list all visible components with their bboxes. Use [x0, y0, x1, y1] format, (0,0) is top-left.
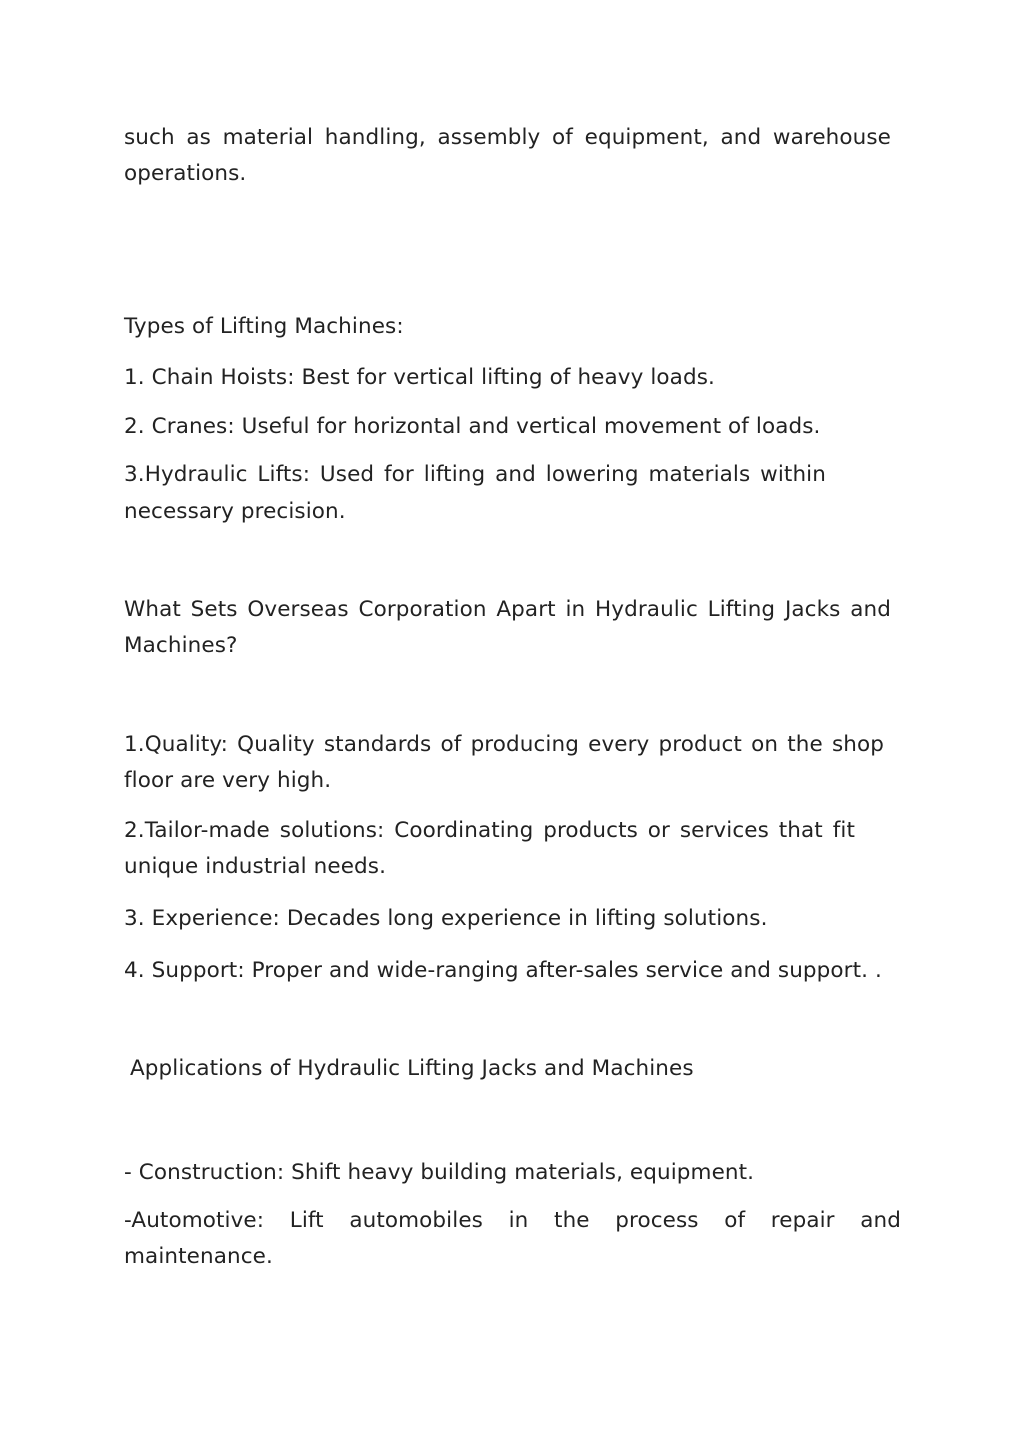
types-item-hydraulic-lifts-line-1: 3.Hydraulic Lifts: Used for lifting and lowering materials within	[124, 462, 826, 487]
applications-heading: Applications of Hydraulic Lifting Jacks and Machines	[130, 1056, 694, 1081]
applications-item-automotive-line-2: maintenance.	[124, 1244, 273, 1269]
sets-apart-item-support: 4. Support: Proper and wide-ranging after-sales service and support. .	[124, 958, 882, 983]
sets-apart-item-quality-line-1: 1.Quality: Quality standards of producing every product on the shop	[124, 732, 884, 757]
sets-apart-item-tailor-made-line-2: unique industrial needs.	[124, 854, 387, 879]
intro-paragraph-line-2: operations.	[124, 161, 247, 186]
applications-item-construction: - Construction: Shift heavy building materials, equipment.	[124, 1160, 755, 1185]
types-heading: Types of Lifting Machines:	[124, 314, 404, 339]
intro-paragraph-line-1: such as material handling, assembly of equipment, and warehouse	[124, 125, 891, 150]
types-item-hydraulic-lifts-line-2: necessary precision.	[124, 499, 346, 524]
sets-apart-heading-line-2: Machines?	[124, 633, 238, 658]
sets-apart-item-tailor-made-line-1: 2.Tailor-made solutions: Coordinating products or services that fit	[124, 818, 855, 843]
types-item-cranes: 2. Cranes: Useful for horizontal and vertical movement of loads.	[124, 414, 821, 439]
types-item-chain-hoists: 1. Chain Hoists: Best for vertical lifting of heavy loads.	[124, 365, 715, 390]
sets-apart-heading-line-1: What Sets Overseas Corporation Apart in Hydraulic Lifting Jacks and	[124, 597, 891, 622]
sets-apart-item-quality-line-2: floor are very high.	[124, 768, 332, 793]
sets-apart-item-experience: 3. Experience: Decades long experience in lifting solutions.	[124, 906, 768, 931]
applications-item-automotive-line-1: -Automotive: Lift automobiles in the process of repair and	[124, 1208, 901, 1233]
